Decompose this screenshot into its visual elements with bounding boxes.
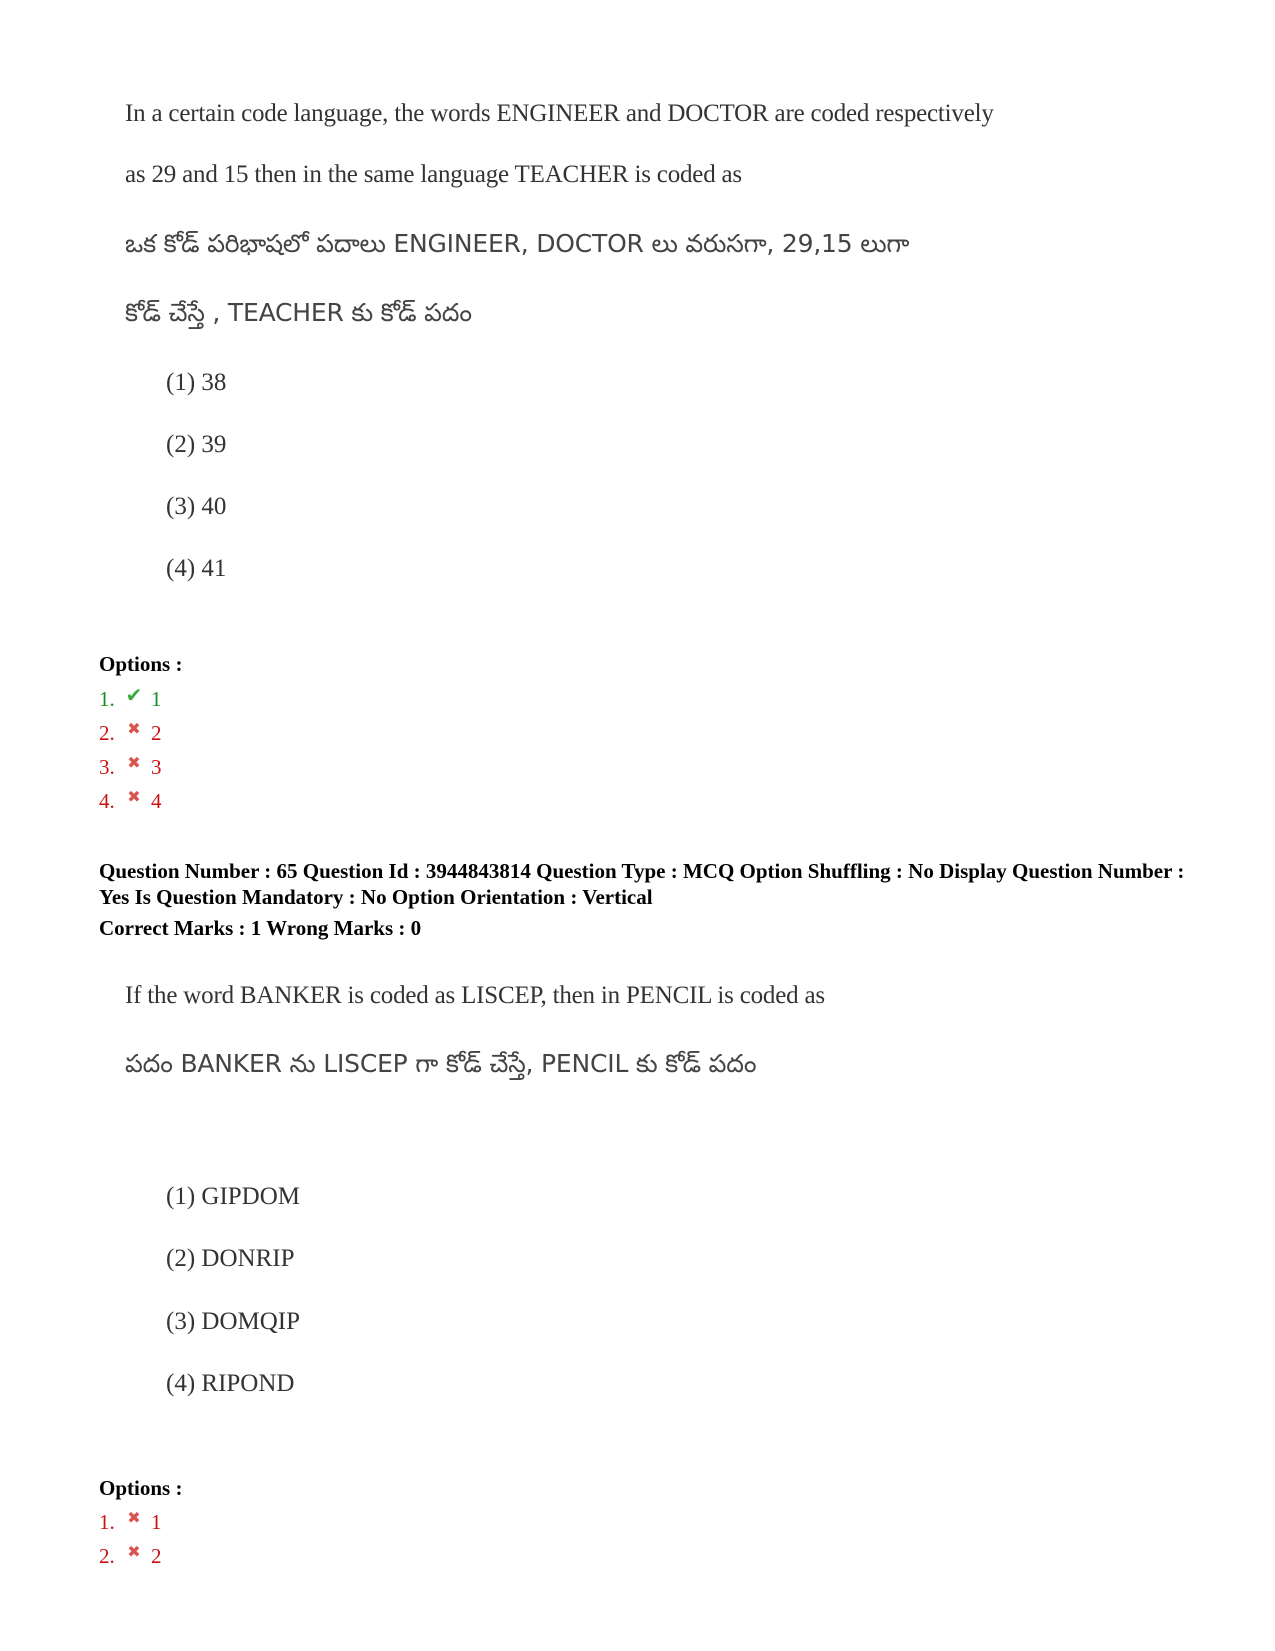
cross-icon: ✖ <box>127 789 141 806</box>
question-64-option-4 <box>99 789 162 814</box>
question-64-option-1 <box>99 687 162 712</box>
question-65-meta: Question Number : 65 Question Id : 3944843814 Question Type : MCQ Option Shuffling : No Display Question Number : Yes Is Question Mandatory : No Option Orientation : Vertical <box>99 859 1185 909</box>
option-value: 2 <box>151 721 162 745</box>
question-64-options-title: Options : <box>99 652 183 676</box>
cross-icon: ✖ <box>127 1510 141 1527</box>
option-number: 2. <box>99 1544 115 1568</box>
option-number: 1. <box>99 1510 115 1534</box>
option-number: 1. <box>99 687 115 711</box>
question-65-choice-3: (3) DOMQIP <box>166 1308 301 1335</box>
question-64-option-3 <box>99 755 162 780</box>
question-65-telugu-line-1: పదం BANKER ను LISCEP గా కోడ్ చేస్తే, PENCIL కు కోడ్ పదం <box>125 1049 757 1078</box>
option-value: 1 <box>151 1510 162 1534</box>
question-65-option-1 <box>99 1510 162 1535</box>
question-65-choice-4: (4) RIPOND <box>166 1370 295 1397</box>
question-64-option-2 <box>99 721 162 746</box>
question-64-choice-4: (4) 41 <box>166 555 227 582</box>
question-64-choice-2: (2) 39 <box>166 431 227 458</box>
question-64-choice-1: (1) 38 <box>166 369 227 396</box>
question-64-telugu-line-1: ఒక కోడ్ పరిభాషలో పదాలు ENGINEER, DOCTOR లు వరుసగా, 29,15 లుగా <box>125 229 910 258</box>
question-64-telugu-line-2: కోడ్ చేస్తే , TEACHER కు కోడ్ పదం <box>125 298 472 327</box>
cross-icon: ✖ <box>127 721 141 738</box>
option-value: 2 <box>151 1544 162 1568</box>
check-icon: ✔ <box>125 685 143 707</box>
cross-icon: ✖ <box>127 755 141 772</box>
option-number: 4. <box>99 789 115 813</box>
option-value: 1 <box>151 687 162 711</box>
question-65-marks: Correct Marks : 1 Wrong Marks : 0 <box>99 916 422 940</box>
cross-icon: ✖ <box>127 1544 141 1561</box>
question-64-text-line-2: as 29 and 15 then in the same language TEACHER is coded as <box>125 161 742 188</box>
question-65-choice-2: (2) DONRIP <box>166 1245 295 1272</box>
question-64-text-line-1: In a certain code language, the words ENGINEER and DOCTOR are coded respectively <box>125 100 994 127</box>
question-64-choice-3: (3) 40 <box>166 493 227 520</box>
option-number: 3. <box>99 755 115 779</box>
option-value: 4 <box>151 789 162 813</box>
question-65-choice-1: (1) GIPDOM <box>166 1183 301 1210</box>
option-value: 3 <box>151 755 162 779</box>
question-65-text-line-1: If the word BANKER is coded as LISCEP, then in PENCIL is coded as <box>125 982 825 1009</box>
option-number: 2. <box>99 721 115 745</box>
question-65-options-title: Options : <box>99 1476 183 1500</box>
question-65-option-2 <box>99 1544 162 1569</box>
